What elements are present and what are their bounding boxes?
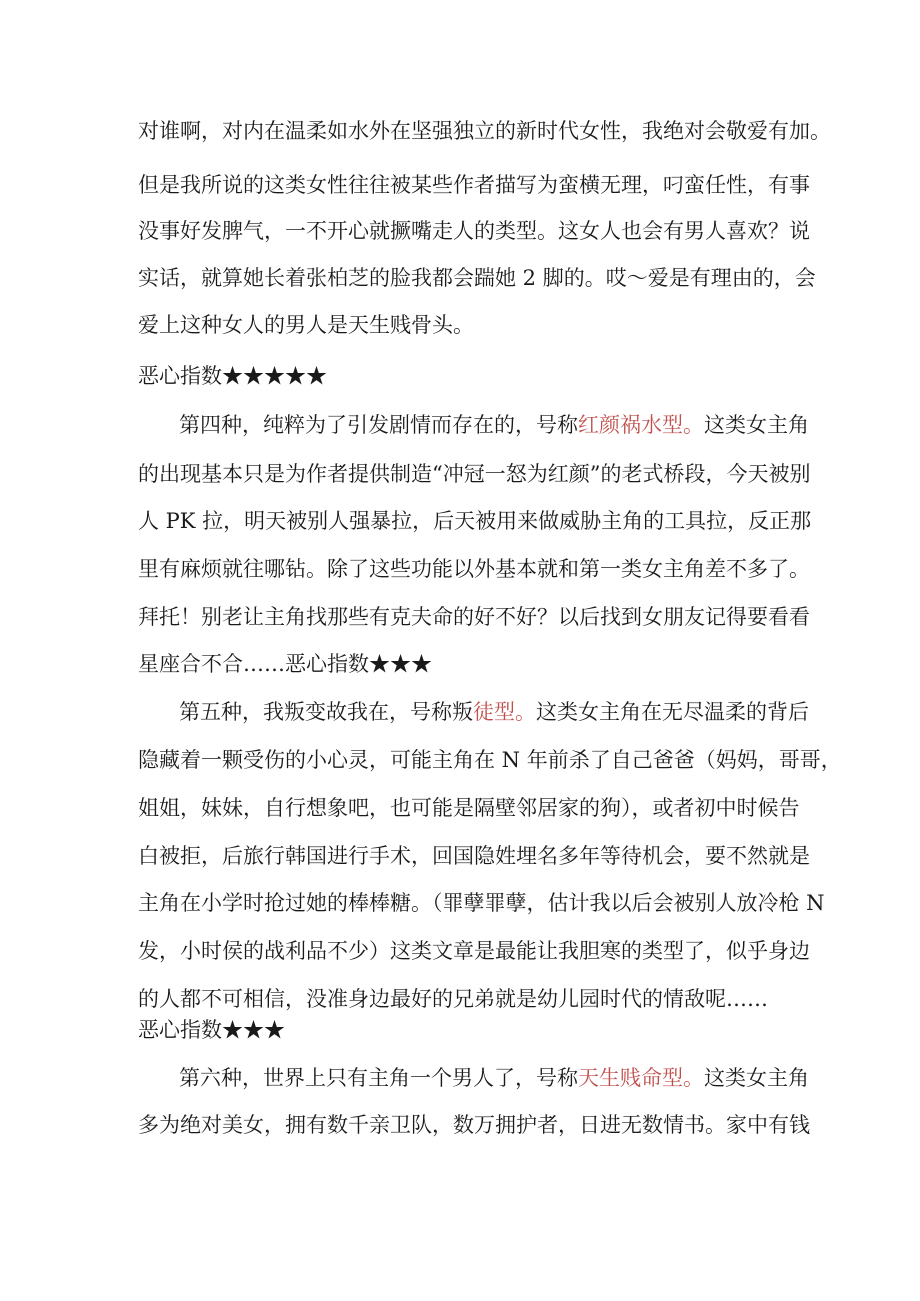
p4-line-4: 里有麻烦就往哪钻。除了这些功能以外基本就和第一类女主角差不多了。 [138, 557, 810, 581]
rating-line: 恶心指数★★★★★ [138, 364, 327, 388]
p5-line-1-text: 第五种，我叛变故我在，号称叛 [179, 700, 473, 724]
p5-line-7: 的人都不可相信，没准身边最好的兄弟就是幼儿园时代的情敌呢…… [138, 987, 768, 1011]
p3-line-3: 没事好发脾气，一不开心就撅嘴走人的类型。这女人也会有男人喜欢？说 [138, 219, 810, 243]
p4-highlight-term: 红颜祸水型。 [578, 413, 704, 437]
p4-line-1-rest: 这类女主角 [704, 413, 809, 437]
p6-line-2: 多为绝对美女，拥有数千亲卫队，数万拥护者，日进无数情书。家中有钱 [138, 1113, 810, 1137]
p6-line-1-rest: 这类女主角 [704, 1066, 809, 1090]
p4-line-2: 的出现基本只是为作者提供制造“冲冠一怒为红颜”的老式桥段，今天被别 [138, 462, 811, 486]
p5-line-1 [179, 700, 809, 724]
p3-line-5: 爱上这种女人的男人是天生贱骨头。 [138, 313, 474, 337]
p5-line-4: 白被拒，后旅行韩国进行手术，回国隐姓埋名多年等待机会，要不然就是 [138, 844, 810, 868]
p6-highlight-term: 天生贱命型。 [578, 1066, 704, 1090]
p5-line-1-rest: 这类女主角在无尽温柔的背后 [536, 700, 809, 724]
p5-rating-line: 恶心指数★★★ [138, 1018, 285, 1042]
p5-line-2: 隐藏着一颗受伤的小心灵，可能主角在 N 年前杀了自己爸爸（妈妈，哥哥， [138, 748, 842, 772]
p4-line-1 [179, 413, 809, 437]
p5-line-3: 姐姐，妹妹，自行想象吧，也可能是隔壁邻居家的狗），或者初中时候告 [138, 796, 800, 820]
p5-line-5: 主角在小学时抢过她的棒棒糖。（罪孽罪孽，估计我以后会被别人放冷枪 N [138, 891, 825, 915]
p6-line-1 [179, 1066, 809, 1090]
p5-line-6: 发，小时侯的战利品不少）这类文章是最能让我胆寒的类型了，似乎身边 [138, 939, 810, 963]
p4-line-5: 拜托！别老让主角找那些有克夫命的好不好？以后找到女朋友记得要看看 [138, 605, 810, 629]
p4-line-6: 星座合不合……恶心指数★★★ [138, 652, 432, 676]
p6-line-1-text: 第六种，世界上只有主角一个男人了，号称 [179, 1066, 578, 1090]
p4-line-3: 人 PK 拉，明天被别人强暴拉，后天被用来做威胁主角的工具拉，反正那 [138, 509, 812, 533]
p5-highlight-term: 徒型。 [473, 700, 536, 724]
p4-line-1-text: 第四种，纯粹为了引发剧情而存在的，号称 [179, 413, 578, 437]
p3-line-4: 实话，就算她长着张柏芝的脸我都会踹她 2 脚的。哎～爱是有理由的，会 [138, 266, 816, 290]
p3-line-1: 对谁啊，对内在温柔如水外在坚强独立的新时代女性，我绝对会敬爱有加。 [138, 119, 831, 143]
p3-line-2: 但是我所说的这类女性往往被某些作者描写为蛮横无理，叼蛮任性，有事 [138, 173, 810, 197]
